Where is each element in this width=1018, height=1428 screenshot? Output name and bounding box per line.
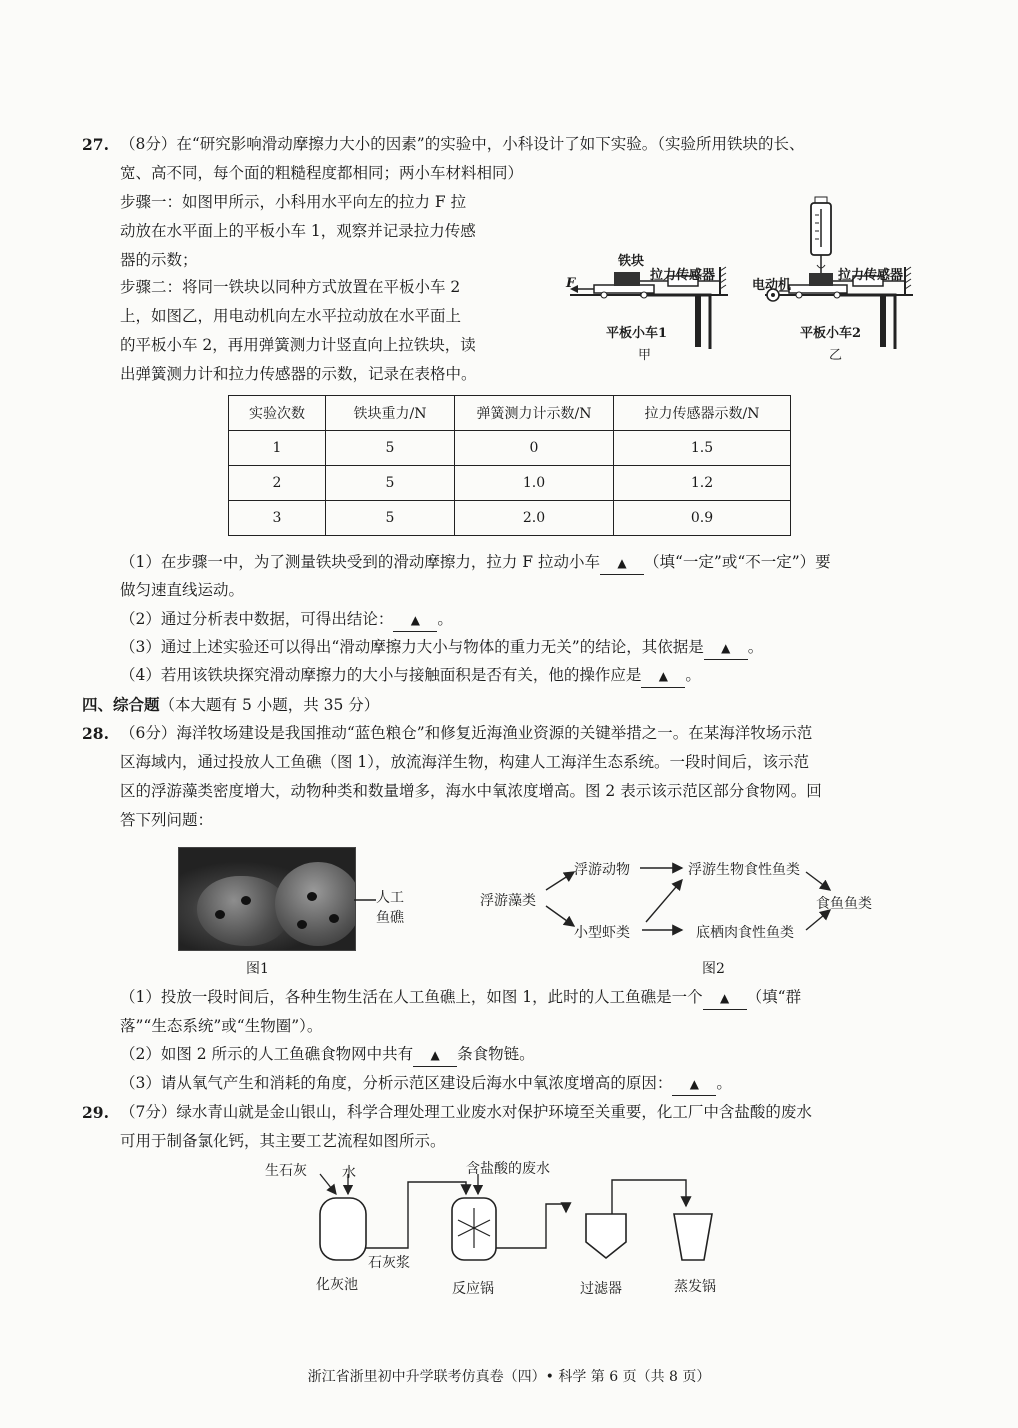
- q29-line: 可用于制备氯化钙，其主要工艺流程如图所示。: [120, 1132, 446, 1150]
- table-cell: 5: [326, 431, 455, 466]
- q28-line: 区海域内，通过投放人工鱼礁（图 1），放流海洋生物，构建人工海洋生态系统。一段时间后，该示范: [120, 753, 810, 771]
- flow-slurry: 石灰浆: [368, 1255, 410, 1271]
- q27-sub1: [120, 548, 831, 577]
- fig-jia-force-label: F: [566, 276, 576, 291]
- reef-rock-image: [275, 862, 356, 946]
- q27-step2-line: 上，如图乙，用电动机向左水平拉动放在水平面上: [120, 307, 462, 325]
- food-web-planktivore: 浮游生物食性鱼类: [688, 862, 800, 878]
- artificial-reef-photo: [178, 847, 356, 951]
- q27-step1-line: 器的示数；: [120, 251, 198, 269]
- flow-pool: 化灰池: [316, 1277, 358, 1293]
- table-cell: 2: [229, 466, 326, 501]
- q27-step1-line: 动放在水平面上的平板小车 1，观察并记录拉力传感: [120, 222, 476, 240]
- section-4-note: （本大题有 5 小题，共 35 分）: [159, 696, 380, 714]
- q27-sub4-text: （4）若用该铁块探究滑动摩擦力的大小与接触面积是否有关，他的操作应是: [120, 666, 642, 684]
- table-cell: 1.0: [455, 466, 614, 501]
- fig2-caption: 图2: [702, 961, 725, 977]
- q27-step1-line: 步骤一：如图甲所示，小科用水平向左的拉力 F 拉: [120, 193, 467, 211]
- q27-step2-line: 出弹簧测力计和拉力传感器的示数，记录在表格中。: [120, 365, 477, 383]
- fig1-caption: 图1: [246, 961, 269, 977]
- food-web-zooplankton: 浮游动物: [574, 862, 630, 878]
- fig-yi-caption: 乙: [829, 348, 843, 363]
- table-header: 拉力传感器示数/N: [614, 396, 791, 431]
- q29-line: （7分）绿水青山就是金山银山，科学合理处理工业废水对保护环境至关重要，化工厂中含盐酸的废水: [120, 1103, 812, 1121]
- q27-sub4: （4）若用该铁块探究滑动摩擦力的大小与接触面积是否有关，他的操作应是 ▲ 。: [120, 661, 701, 690]
- table-cell: 0: [455, 431, 614, 466]
- q27-step2: [120, 273, 477, 389]
- q27-line2: 宽、高不同，每个面的粗糙程度都相同；两小车材料相同）: [120, 164, 524, 182]
- q27-sub1-text: （1）在步骤一中，为了测量铁块受到的滑动摩擦力，拉力 F 拉动小车: [120, 553, 600, 571]
- answer-blank[interactable]: ▲: [393, 608, 437, 632]
- q28-body: [120, 719, 822, 835]
- table-row: [229, 431, 791, 466]
- page-footer: 浙江省浙里初中升学联考仿真卷（四）• 科学 第 6 页（共 8 页）: [307, 1369, 711, 1385]
- section-4-heading: [82, 690, 379, 720]
- flow-reactor: 反应锅: [452, 1281, 494, 1297]
- experiment-table: [228, 395, 791, 536]
- reef-pointer-line: [354, 898, 378, 902]
- table-cell: 3: [229, 501, 326, 536]
- food-web-piscivore: 食鱼鱼类: [816, 896, 872, 912]
- q28-line: 答下列问题：: [120, 811, 214, 829]
- q29-body: [120, 1098, 812, 1156]
- fig-yi-sensor-label: 拉力传感器: [838, 268, 904, 283]
- q28-line: （6分）海洋牧场建设是我国推动“蓝色粮仓”和修复近海渔业资源的关键举措之一。在某海洋牧场示范: [120, 724, 813, 742]
- q28-sub1-cont: 落”“生态系统”或“生物圈”）。: [120, 1017, 323, 1035]
- q28-sub3-text: （3）请从氧气产生和消耗的角度，分析示范区建设后海水中氧浓度增高的原因：: [120, 1074, 673, 1092]
- q28-sub2-text-b: 条食物链。: [457, 1045, 535, 1063]
- answer-blank[interactable]: ▲: [704, 636, 748, 660]
- q27-sub1-cont: 做匀速直线运动。: [120, 581, 245, 599]
- q27-step2-line: 步骤二：将同一铁块以同种方式放置在平板小车 2: [120, 278, 461, 296]
- q27-sub3-text: （3）通过上述实验还可以得出“滑动摩擦力大小与物体的重力无关”的结论，其依据是: [120, 638, 704, 656]
- q27-line1: （8分）在“研究影响滑动摩擦力大小的因素”的实验中，小科设计了如下实验。（实验所用铁块的长、: [120, 135, 805, 153]
- q27-sub2-text: （2）通过分析表中数据，可得出结论：: [120, 610, 394, 628]
- table-row: [229, 466, 791, 501]
- q27-step1: [120, 188, 476, 275]
- table-cell: 5: [326, 501, 455, 536]
- table-header: 实验次数: [229, 396, 326, 431]
- fig-yi-cart-label: 平板小车2: [800, 326, 862, 341]
- table-cell: 5: [326, 466, 455, 501]
- fig-jia-caption: 甲: [638, 348, 652, 363]
- table-cell: 1.5: [614, 431, 791, 466]
- q28-sub1-text-b: （填“群: [746, 988, 802, 1006]
- answer-blank[interactable]: ▲: [641, 664, 685, 688]
- table-header: 弹簧测力计示数/N: [455, 396, 614, 431]
- answer-blank[interactable]: ▲: [672, 1072, 716, 1096]
- fig-yi-motor-label: 电动机: [752, 278, 792, 293]
- answer-blank[interactable]: ▲: [413, 1043, 457, 1067]
- flow-quicklime: 生石灰: [265, 1163, 307, 1179]
- q28-line: 区的浮游藻类密度增大，动物种类和数量增多，海水中氧浓度增高。图 2 表示该示范区部分食物网。回: [120, 782, 822, 800]
- fig-jia-sensor-label: 拉力传感器: [650, 268, 716, 283]
- q28-sub1-text: （1）投放一段时间后，各种生物生活在人工鱼礁上，如图 1，此时的人工鱼礁是一个: [120, 988, 703, 1006]
- q27-sub3: （3）通过上述实验还可以得出“滑动摩擦力大小与物体的重力无关”的结论，其依据是 ▲ 。: [120, 633, 763, 662]
- fig-jia-block-label: 铁块: [618, 254, 645, 269]
- q28-sub1: [120, 983, 801, 1012]
- q27-sub1-text-b: （填“一定”或“不一定”）要: [643, 553, 831, 571]
- food-web-algae: 浮游藻类: [480, 893, 536, 909]
- q28-number: 28.: [82, 724, 109, 743]
- table-header-row: [229, 396, 791, 431]
- flow-wastewater: 含盐酸的废水: [466, 1161, 550, 1177]
- flow-water: 水: [342, 1165, 356, 1181]
- process-flow-diagram: [260, 1160, 740, 1280]
- table-cell: 0.9: [614, 501, 791, 536]
- q27-number: 27.: [82, 135, 109, 154]
- food-web-benthic: 底栖肉食性鱼类: [696, 925, 794, 941]
- food-web-shrimp: 小型虾类: [574, 925, 630, 941]
- section-4-title: 四、综合题: [82, 695, 160, 714]
- q29-number: 29.: [82, 1103, 109, 1122]
- table-cell: 1.2: [614, 466, 791, 501]
- table-header: 铁块重力/N: [326, 396, 455, 431]
- fig1-reef-label: 人工 鱼礁: [376, 890, 404, 926]
- flow-filter: 过滤器: [580, 1281, 622, 1297]
- table-cell: 2.0: [455, 501, 614, 536]
- answer-blank[interactable]: ▲: [600, 551, 644, 575]
- flow-evaporator: 蒸发锅: [674, 1279, 716, 1295]
- fig-jia-cart-label: 平板小车1: [606, 326, 668, 341]
- q28-sub2-text: （2）如图 2 所示的人工鱼礁食物网中共有: [120, 1045, 414, 1063]
- q27-step2-line: 的平板小车 2，再用弹簧测力计竖直向上拉铁块，读: [120, 336, 476, 354]
- q27-sub2: （2）通过分析表中数据，可得出结论： ▲ 。: [120, 605, 453, 634]
- q28-sub3: （3）请从氧气产生和消耗的角度，分析示范区建设后海水中氧浓度增高的原因： ▲ 。: [120, 1069, 732, 1098]
- table-row: [229, 501, 791, 536]
- table-cell: 1: [229, 431, 326, 466]
- answer-blank[interactable]: ▲: [703, 986, 747, 1010]
- q28-sub2: [120, 1040, 535, 1069]
